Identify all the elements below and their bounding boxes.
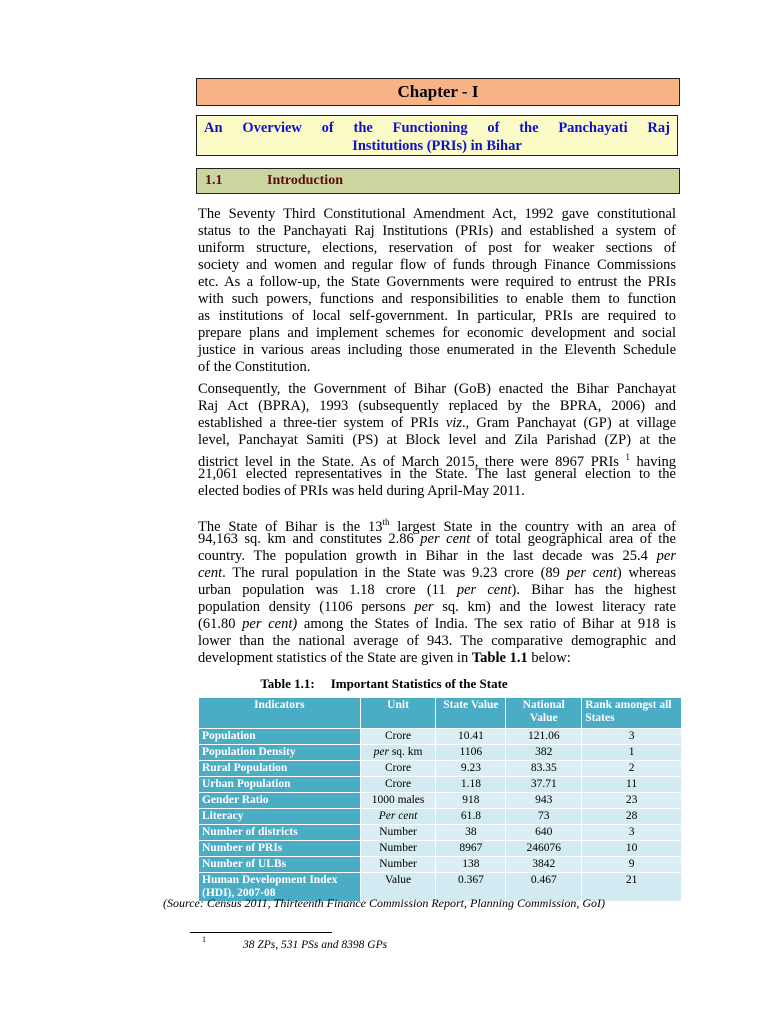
column-header: Unit bbox=[360, 698, 436, 729]
text-line: prepare plans and implement schemes for economic development and social bbox=[198, 325, 676, 341]
text-line bbox=[198, 449, 677, 470]
text-line bbox=[198, 582, 676, 599]
table-cell: per sq. km bbox=[360, 745, 436, 761]
text-run-italic: per cent bbox=[456, 582, 512, 598]
column-header: Indicators bbox=[199, 698, 361, 729]
text-run: established a three-tier system of PRIs bbox=[198, 415, 446, 431]
subtitle-word: Overview bbox=[242, 120, 302, 136]
statistics-table bbox=[198, 697, 682, 902]
column-header: National Value bbox=[506, 698, 582, 729]
table-cell: 0.467 bbox=[506, 873, 582, 902]
text-line bbox=[198, 514, 676, 535]
text-run-italic: per cent bbox=[420, 531, 471, 547]
text-line bbox=[198, 650, 676, 667]
text-run: . The rural population in the State was 9.23 crore (89 bbox=[222, 565, 567, 581]
subtitle-word: of bbox=[487, 120, 500, 136]
table-cell: 918 bbox=[436, 793, 506, 809]
text-run: (61.80 bbox=[198, 616, 243, 632]
table-cell: 138 bbox=[436, 857, 506, 873]
table-cell: 943 bbox=[506, 793, 582, 809]
table-cell: 2 bbox=[582, 761, 682, 777]
footnote-rule bbox=[190, 932, 332, 933]
text-run-italic: cent bbox=[198, 565, 223, 581]
table-cell: Number bbox=[360, 841, 436, 857]
table-cell: 382 bbox=[506, 745, 582, 761]
table-cell: 0.367 bbox=[436, 873, 506, 902]
text-run: urban population was 1.18 crore (11 bbox=[198, 582, 457, 598]
text-line bbox=[198, 548, 676, 565]
row-indicator-cell: Number of districts bbox=[199, 825, 361, 841]
text-run: 94,163 sq. km and constitutes 2.86 bbox=[198, 531, 421, 547]
text-line bbox=[198, 616, 676, 633]
text-line: uniform structure, elections, reservation of post for weaker sections of bbox=[198, 240, 676, 256]
text-run: of total geographical area of the bbox=[470, 531, 676, 547]
table-cell: 3 bbox=[582, 825, 682, 841]
column-header: Rank amongst all States bbox=[582, 698, 682, 729]
table-cell: Number bbox=[360, 857, 436, 873]
section-heading bbox=[196, 168, 680, 194]
table-cell: 1106 bbox=[436, 745, 506, 761]
text-run-italic: per bbox=[414, 599, 434, 615]
text-line: Raj Act (BPRA), 1993 (subsequently replaced by the BPRA, 2006) and bbox=[198, 398, 676, 414]
table-cell: Crore bbox=[360, 729, 436, 745]
table-cell: 8967 bbox=[436, 841, 506, 857]
table-row bbox=[199, 729, 682, 745]
table-cell: Crore bbox=[360, 777, 436, 793]
text-run: among the States of India. The sex ratio of Bihar at 918 is bbox=[297, 616, 676, 632]
table-cell: Value bbox=[360, 873, 436, 902]
row-indicator-cell: Rural Population bbox=[199, 761, 361, 777]
row-indicator-cell: Urban Population bbox=[199, 777, 361, 793]
table-cell: 23 bbox=[582, 793, 682, 809]
row-indicator-cell: Number of PRIs bbox=[199, 841, 361, 857]
text-line: level, Panchayat Samiti (PS) at Block level and Zila Parishad (ZP) at the bbox=[198, 432, 676, 448]
text-run-italic: per cent) bbox=[242, 616, 298, 632]
text-run: ). Bihar has the highest bbox=[511, 582, 676, 598]
table-cell: 11 bbox=[582, 777, 682, 793]
text-run-italic: viz bbox=[445, 415, 462, 431]
text-line bbox=[198, 565, 676, 582]
table-cell: 10.41 bbox=[436, 729, 506, 745]
table-cell: 83.35 bbox=[506, 761, 582, 777]
superscript: th bbox=[382, 517, 390, 527]
text-line: etc. As a follow-up, the State Governments were required to entrust the PRIs bbox=[198, 274, 676, 290]
source-label: Source bbox=[167, 896, 200, 910]
text-line: with such powers, functions and responsibilities to enable them to function bbox=[198, 291, 676, 307]
text-line: elected bodies of PRIs was held during April-May 2011. bbox=[198, 483, 525, 499]
table-header-row bbox=[199, 698, 682, 729]
paragraph-1 bbox=[198, 206, 676, 376]
text-line: as institutions of local self-government. In particular, PRIs are required to bbox=[198, 308, 676, 324]
chapter-subtitle bbox=[196, 115, 678, 156]
table-cell: Number bbox=[360, 825, 436, 841]
text-line bbox=[198, 415, 676, 432]
row-indicator-cell: Number of ULBs bbox=[199, 857, 361, 873]
text-run: sq. km) and the lowest literacy rate bbox=[433, 599, 676, 615]
subtitle-line-1 bbox=[197, 119, 677, 137]
table-cell: Crore bbox=[360, 761, 436, 777]
table-cell: 9.23 bbox=[436, 761, 506, 777]
text-line: society and women and regular flow of funds through Finance Commissions bbox=[198, 257, 676, 273]
subtitle-word: Raj bbox=[647, 120, 670, 136]
text-run: The State of Bihar is the 13 bbox=[198, 518, 383, 535]
table-cell: 28 bbox=[582, 809, 682, 825]
table-cell: 3 bbox=[582, 729, 682, 745]
row-indicator-cell: Literacy bbox=[199, 809, 361, 825]
table-row bbox=[199, 809, 682, 825]
text-run: below: bbox=[527, 650, 571, 666]
source-text: : Census 2011, Thirteenth Finance Commission Report, Planning Commission, GoI) bbox=[199, 896, 605, 910]
table-cell: 3842 bbox=[506, 857, 582, 873]
text-line: justice in various areas including those enumerated in the Eleventh Schedule bbox=[198, 342, 676, 358]
table-cell: 1 bbox=[582, 745, 682, 761]
row-indicator-cell: Gender Ratio bbox=[199, 793, 361, 809]
column-header: State Value bbox=[436, 698, 506, 729]
text-run: district level in the State. As of March 2015, there were 8967 PRIs bbox=[198, 453, 626, 470]
text-run: having bbox=[629, 453, 677, 470]
text-run-italic: per bbox=[656, 548, 676, 564]
text-run-italic: per cent bbox=[566, 565, 617, 581]
text-run: development statistics of the State are given in bbox=[198, 650, 472, 666]
section-number: 1.1 bbox=[205, 173, 223, 188]
subtitle-word: of bbox=[321, 120, 334, 136]
table-row bbox=[199, 745, 682, 761]
text-line bbox=[198, 599, 676, 616]
table-cell: 1000 males bbox=[360, 793, 436, 809]
chapter-title: Chapter - I bbox=[196, 78, 680, 106]
table-row bbox=[199, 841, 682, 857]
subtitle-word: An bbox=[204, 120, 223, 136]
subtitle-word: the bbox=[519, 120, 539, 136]
text-run: ) whereas bbox=[616, 565, 676, 581]
text-run: ., Gram Panchayat (GP) at village bbox=[461, 415, 677, 431]
table-cell: 640 bbox=[506, 825, 582, 841]
text-run: largest State in the country with an area of bbox=[389, 518, 676, 535]
footnote-ref: 1 bbox=[625, 452, 630, 462]
table-cell: 121.06 bbox=[506, 729, 582, 745]
source-open: ( bbox=[163, 896, 167, 910]
table-cell: 61.8 bbox=[436, 809, 506, 825]
table-row bbox=[199, 777, 682, 793]
table-caption-number: Table 1.1: bbox=[260, 676, 315, 691]
table-cell: 37.71 bbox=[506, 777, 582, 793]
table-cell: 246076 bbox=[506, 841, 582, 857]
table-source bbox=[0, 896, 768, 911]
table-caption-title: Important Statistics of the State bbox=[330, 676, 508, 691]
paragraph-2 bbox=[198, 381, 676, 500]
table-caption bbox=[0, 676, 768, 692]
footnote-mark: 1 bbox=[202, 935, 206, 944]
table-row bbox=[199, 761, 682, 777]
text-run-bold: Table 1.1 bbox=[471, 650, 528, 666]
text-line: lower than the national average of 943. The comparative demographic and bbox=[198, 633, 676, 649]
footnote-text: 38 ZPs, 531 PSs and 8398 GPs bbox=[243, 939, 388, 951]
subtitle-word: the bbox=[353, 120, 373, 136]
text-line: status to the Panchayati Raj Institutions (PRIs) and established a system of bbox=[198, 223, 676, 239]
row-indicator-cell: Human Development Index (HDI), 2007-08 bbox=[199, 873, 361, 902]
table-cell: 9 bbox=[582, 857, 682, 873]
paragraph-3 bbox=[198, 514, 676, 667]
text-line: 21,061 elected representatives in the State. The last general election to the bbox=[198, 466, 676, 482]
text-run: country. The population growth in Bihar in the last decade was 25.4 bbox=[198, 548, 648, 564]
table-row bbox=[199, 793, 682, 809]
subtitle-word: Panchayati bbox=[558, 120, 628, 136]
subtitle-word: Functioning bbox=[392, 120, 468, 136]
table-cell: 10 bbox=[582, 841, 682, 857]
row-indicator-cell: Population bbox=[199, 729, 361, 745]
table-cell: 73 bbox=[506, 809, 582, 825]
text-line bbox=[198, 531, 676, 548]
table-cell: 38 bbox=[436, 825, 506, 841]
text-line: The Seventy Third Constitutional Amendment Act, 1992 gave constitutional bbox=[198, 206, 676, 222]
row-indicator-cell: Population Density bbox=[199, 745, 361, 761]
text-line: Consequently, the Government of Bihar (GoB) enacted the Bihar Panchayat bbox=[198, 381, 676, 397]
table-cell: 21 bbox=[582, 873, 682, 902]
subtitle-line-2: Institutions (PRIs) in Bihar bbox=[352, 138, 522, 154]
table-cell: 1.18 bbox=[436, 777, 506, 793]
text-run: population density (1106 persons bbox=[198, 599, 415, 615]
table-row bbox=[199, 857, 682, 873]
table-cell: Per cent bbox=[360, 809, 436, 825]
table-row bbox=[199, 825, 682, 841]
section-title: Introduction bbox=[267, 173, 343, 188]
text-line: of the Constitution. bbox=[198, 359, 311, 375]
